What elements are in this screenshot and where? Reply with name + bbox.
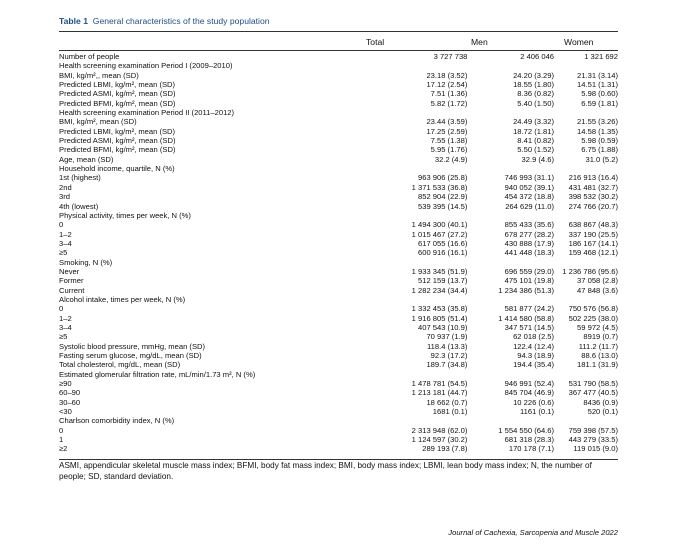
table-row xyxy=(59,435,618,444)
row-label: Alcohol intake, times per week, N (%) xyxy=(59,294,186,304)
cell-women: 5.98 (0.59) xyxy=(581,136,618,146)
cell-men xyxy=(467,61,554,70)
cell-women xyxy=(554,295,618,304)
table-row xyxy=(59,332,618,341)
table-row xyxy=(59,127,618,136)
cell-total: 7.51 (1.36) xyxy=(430,89,468,99)
row-label: Number of people xyxy=(59,52,120,61)
characteristics-table xyxy=(59,52,618,454)
cell-men: 940 052 (39.1) xyxy=(504,182,555,192)
row-label: Health screening examination Period I (2009–2010) xyxy=(59,61,233,71)
row-label: 3–4 xyxy=(59,322,72,332)
cell-total: 23.44 (3.59) xyxy=(426,117,468,127)
cell-men: 94.3 (18.9) xyxy=(517,351,555,360)
row-label: 60–90 xyxy=(59,388,81,398)
cell-men: 5.40 (1.50) xyxy=(517,98,555,108)
cell-total: 407 543 (10.9) xyxy=(418,322,468,332)
cell-men: 1161 (0.1) xyxy=(519,407,555,417)
cell-total xyxy=(351,108,468,117)
row-label: ≥5 xyxy=(59,248,68,258)
row-label: Predicted BFMI, kg/m², mean (SD) xyxy=(59,98,176,108)
cell-women: 31.0 (5.2) xyxy=(585,154,618,164)
row-label: Predicted ASMI, kg/m², mean (SD) xyxy=(59,89,176,99)
cell-men: 2 406 046 xyxy=(520,52,555,61)
cell-men: 194.4 (35.4) xyxy=(513,360,555,370)
cell-women: 8436 (0.9) xyxy=(583,397,618,407)
cell-total: 289 193 (7.8) xyxy=(422,444,468,454)
cell-women: 181.1 (31.9) xyxy=(577,360,618,370)
row-label: 2nd xyxy=(59,182,72,192)
cell-women: 638 867 (48.3) xyxy=(568,220,618,230)
row-label: Predicted LBMI, kg/m², mean (SD) xyxy=(59,126,176,136)
cell-total xyxy=(351,258,468,267)
cell-women xyxy=(554,416,618,425)
row-label: BMI, kg/m²,, mean (SD) xyxy=(59,70,139,80)
table-row xyxy=(59,52,618,61)
cell-men: 681 318 (28.3) xyxy=(504,435,555,445)
cell-women: 431 481 (32.7) xyxy=(568,182,618,192)
cell-total: 23.18 (3.52) xyxy=(426,70,468,80)
cell-men: 24.49 (3.32) xyxy=(513,117,555,127)
cell-men: 678 277 (28.2) xyxy=(504,229,555,239)
cell-women: 759 398 (57.5) xyxy=(568,425,618,435)
cell-men: 581 877 (24.2) xyxy=(504,304,555,314)
table-row xyxy=(59,202,618,211)
cell-women: 531 790 (58.5) xyxy=(568,379,618,389)
cell-men: 1 234 386 (51.3) xyxy=(498,285,555,295)
row-label: ≥2 xyxy=(59,444,68,454)
journal-footer: Journal of Cachexia, Sarcopenia and Muscle 2022 xyxy=(448,528,618,537)
cell-total: 1 916 805 (51.4) xyxy=(411,313,468,323)
top-rule xyxy=(59,31,618,32)
cell-women: 274 766 (20.7) xyxy=(568,201,618,211)
cell-men: 18.55 (1.80) xyxy=(513,80,555,90)
cell-men: 8.36 (0.82) xyxy=(517,89,555,99)
column-header-total: Total xyxy=(366,37,385,47)
cell-men: 441 448 (18.3) xyxy=(504,248,555,258)
cell-men: 696 559 (29.0) xyxy=(504,266,555,276)
cell-women: 14.58 (1.35) xyxy=(577,126,618,136)
cell-total: 1 124 597 (30.2) xyxy=(411,435,468,445)
row-label: 3rd xyxy=(59,192,70,202)
cell-women: 21.31 (3.14) xyxy=(577,70,618,80)
table-row xyxy=(59,276,618,285)
cell-men: 24.20 (3.29) xyxy=(513,70,555,80)
table-row xyxy=(59,304,618,313)
cell-total: 17.25 (2.59) xyxy=(426,126,468,136)
table-row xyxy=(59,407,618,416)
cell-total: 1 371 533 (36.8) xyxy=(411,182,468,192)
row-label: Age, mean (SD) xyxy=(59,154,114,164)
table-row xyxy=(59,295,618,304)
cell-women xyxy=(554,211,618,220)
row-label: Predicted ASMI, kg/m², mean (SD) xyxy=(59,136,176,146)
cell-total: 1 213 181 (44.7) xyxy=(411,388,468,398)
cell-women: 14.51 (1.31) xyxy=(577,80,618,90)
table-row xyxy=(59,370,618,379)
row-label: Household income, quartile, N (%) xyxy=(59,164,175,174)
table-row xyxy=(59,220,618,229)
cell-total: 118.4 (13.3) xyxy=(427,341,468,351)
cell-women: 1 321 692 xyxy=(584,52,618,61)
row-label: 4th (lowest) xyxy=(59,201,99,211)
table-row xyxy=(59,136,618,145)
table-row xyxy=(59,248,618,257)
cell-total: 32.2 (4.9) xyxy=(434,154,468,164)
table-row xyxy=(59,145,618,154)
cell-women: 119 015 (9.0) xyxy=(573,444,618,454)
cell-women: 502 225 (38.0) xyxy=(568,313,618,323)
table-row xyxy=(59,61,618,70)
cell-total: 2 313 948 (62.0) xyxy=(411,425,468,435)
cell-men: 347 571 (14.5) xyxy=(504,322,555,332)
table-row xyxy=(59,164,618,173)
table-row xyxy=(59,360,618,369)
table-row xyxy=(59,323,618,332)
cell-men: 946 991 (52.4) xyxy=(504,379,555,389)
table-row xyxy=(59,398,618,407)
cell-women: 21.55 (3.26) xyxy=(577,117,618,127)
row-label: Current xyxy=(59,285,85,295)
cell-total: 1 494 300 (40.1) xyxy=(411,220,468,230)
cell-men: 855 433 (35.6) xyxy=(504,220,555,230)
cell-total: 1 933 345 (51.9) xyxy=(411,266,468,276)
row-label: 1–2 xyxy=(59,313,72,323)
cell-women: 37 058 (2.8) xyxy=(577,276,618,286)
table-row xyxy=(59,89,618,98)
table-row xyxy=(59,379,618,388)
table-row xyxy=(59,117,618,126)
cell-men: 264 629 (11.0) xyxy=(505,201,555,211)
cell-men: 746 993 (31.1) xyxy=(504,173,555,183)
cell-men xyxy=(467,108,554,117)
cell-women: 111.2 (11.7) xyxy=(578,341,618,351)
cell-women: 47 848 (3.6) xyxy=(577,285,618,295)
cell-total xyxy=(351,211,468,220)
cell-total: 512 159 (13.7) xyxy=(418,276,468,286)
table-row xyxy=(59,258,618,267)
cell-men: 32.9 (4.6) xyxy=(521,154,555,164)
row-label: Charlson comorbidity index, N (%) xyxy=(59,416,175,426)
row-label: Estimated glomerular filtration rate, mL/min/1.73 m², N (%) xyxy=(59,369,256,379)
row-label: Fasting serum glucose, mg/dL, mean (SD) xyxy=(59,351,202,360)
row-label: 0 xyxy=(59,304,64,314)
cell-men xyxy=(467,416,554,425)
cell-women: 443 279 (33.5) xyxy=(568,435,618,445)
table-row xyxy=(59,351,618,360)
row-label: BMI, kg/m², mean (SD) xyxy=(59,117,137,127)
cell-men: 1 554 550 (64.6) xyxy=(498,425,555,435)
cell-women: 186 167 (14.1) xyxy=(568,238,618,248)
table-row xyxy=(59,286,618,295)
cell-total: 539 395 (14.5) xyxy=(418,201,468,211)
row-label: Predicted LBMI, kg/m², mean (SD) xyxy=(59,80,176,90)
cell-total xyxy=(351,370,468,379)
cell-women xyxy=(554,258,618,267)
table-row xyxy=(59,99,618,108)
table-row xyxy=(59,230,618,239)
cell-women xyxy=(554,108,618,117)
row-label: Total cholesterol, mg/dL, mean (SD) xyxy=(59,360,181,370)
row-label: 0 xyxy=(59,220,64,230)
cell-men xyxy=(467,258,554,267)
cell-women: 8919 (0.7) xyxy=(583,332,618,342)
row-label: 1 xyxy=(59,435,64,445)
cell-women: 750 576 (56.8) xyxy=(568,304,618,314)
column-header-women: Women xyxy=(564,37,594,47)
cell-total xyxy=(351,416,468,425)
cell-women xyxy=(554,164,618,173)
cell-women: 6.59 (1.81) xyxy=(581,98,618,108)
cell-women: 159 468 (12.1) xyxy=(568,248,618,258)
cell-total: 617 055 (16.6) xyxy=(418,238,468,248)
table-row xyxy=(59,211,618,220)
cell-women: 88.6 (13.0) xyxy=(581,351,618,360)
cell-men: 475 101 (19.8) xyxy=(504,276,555,286)
cell-men: 62 018 (2.5) xyxy=(513,332,555,342)
cell-women: 398 532 (30.2) xyxy=(568,192,618,202)
cell-total: 1 015 467 (27.2) xyxy=(411,229,468,239)
cell-total xyxy=(351,164,468,173)
table-row xyxy=(59,80,618,89)
cell-total: 18 662 (0.7) xyxy=(426,397,468,407)
row-label: Systolic blood pressure, mmHg, mean (SD) xyxy=(59,341,206,351)
cell-men: 430 888 (17.9) xyxy=(504,238,555,248)
cell-total: 5.82 (1.72) xyxy=(430,98,468,108)
cell-men: 5.50 (1.52) xyxy=(517,145,555,155)
cell-women: 59 972 (4.5) xyxy=(577,322,618,332)
cell-total: 1 478 781 (54.5) xyxy=(411,379,468,389)
cell-men: 10 226 (0.6) xyxy=(513,397,555,407)
row-label: 0 xyxy=(59,425,64,435)
cell-total: 963 906 (25.8) xyxy=(418,173,468,183)
cell-total: 600 916 (16.1) xyxy=(418,248,468,258)
cell-women: 1 236 786 (95.6) xyxy=(562,266,618,276)
table-row xyxy=(59,314,618,323)
cell-men: 454 372 (18.8) xyxy=(504,192,555,202)
cell-total xyxy=(351,61,468,70)
cell-total: 7.55 (1.38) xyxy=(430,136,468,146)
cell-women: 367 477 (40.5) xyxy=(568,388,618,398)
cell-men xyxy=(467,295,554,304)
cell-men xyxy=(467,211,554,220)
cell-women: 5.98 (0.60) xyxy=(581,89,618,99)
header-rule xyxy=(59,50,618,51)
cell-men: 1 414 580 (58.8) xyxy=(498,313,555,323)
cell-women: 6.75 (1.88) xyxy=(581,145,618,155)
cell-total: 1 332 453 (35.8) xyxy=(411,304,468,314)
row-label: Physical activity, times per week, N (%) xyxy=(59,210,191,220)
cell-total: 189.7 (34.8) xyxy=(426,360,468,370)
table-caption xyxy=(59,16,270,26)
row-label: 1st (highest) xyxy=(59,173,101,183)
cell-men: 122.4 (12.4) xyxy=(513,341,555,351)
table-row xyxy=(59,173,618,182)
cell-men: 170 178 (7.1) xyxy=(508,444,555,454)
cell-men xyxy=(467,164,554,173)
table-row xyxy=(59,183,618,192)
row-label: Health screening examination Period II (2011–2012) xyxy=(59,108,235,118)
cell-total: 92.3 (17.2) xyxy=(430,351,468,360)
cell-total: 3 727 738 xyxy=(433,52,468,61)
row-label: 1–2 xyxy=(59,229,72,239)
row-label: Former xyxy=(59,276,84,286)
table-row xyxy=(59,267,618,276)
cell-women xyxy=(554,370,618,379)
cell-total: 5.95 (1.76) xyxy=(430,145,468,155)
row-label: ≥90 xyxy=(59,379,72,389)
row-label: Smoking, N (%) xyxy=(59,257,113,267)
cell-men: 8.41 (0.82) xyxy=(517,136,555,146)
table-row xyxy=(59,342,618,351)
row-label: 3–4 xyxy=(59,238,72,248)
cell-men: 18.72 (1.81) xyxy=(513,126,555,136)
row-label: ≥5 xyxy=(59,332,68,342)
column-header-men: Men xyxy=(471,37,488,47)
cell-total: 70 937 (1.9) xyxy=(426,332,468,342)
table-row xyxy=(59,108,618,117)
cell-women: 337 190 (25.5) xyxy=(568,229,618,239)
cell-total xyxy=(351,295,468,304)
table-row xyxy=(59,426,618,435)
row-label: <30 xyxy=(59,407,72,417)
table-title: General characteristics of the study population xyxy=(92,16,270,26)
table-row xyxy=(59,388,618,397)
table-row xyxy=(59,416,618,425)
table-row xyxy=(59,155,618,164)
table-row xyxy=(59,444,618,453)
cell-men: 845 704 (46.9) xyxy=(504,388,555,398)
row-label: Never xyxy=(59,266,80,276)
table-number: Table 1 xyxy=(59,16,88,26)
table-row xyxy=(59,239,618,248)
cell-men xyxy=(467,370,554,379)
table-row xyxy=(59,192,618,201)
cell-total: 852 904 (22.9) xyxy=(418,192,468,202)
row-label: 30–60 xyxy=(59,397,81,407)
table-row xyxy=(59,71,618,80)
cell-women: 216 913 (16.4) xyxy=(568,173,618,183)
cell-women: 520 (0.1) xyxy=(587,407,618,417)
row-label: Predicted BFMI, kg/m², mean (SD) xyxy=(59,145,176,155)
table-footnote: ASMI, appendicular skeletal muscle mass index; BFMI, body fat mass index; BMI, body mass index; LBMI, lean body mass index; N, the number of people; SD, standard deviation. xyxy=(59,461,592,481)
cell-total: 17.12 (2.54) xyxy=(426,80,468,90)
cell-total: 1 282 234 (34.4) xyxy=(411,285,468,295)
cell-women xyxy=(554,61,618,70)
cell-total: 1681 (0.1) xyxy=(432,407,468,417)
